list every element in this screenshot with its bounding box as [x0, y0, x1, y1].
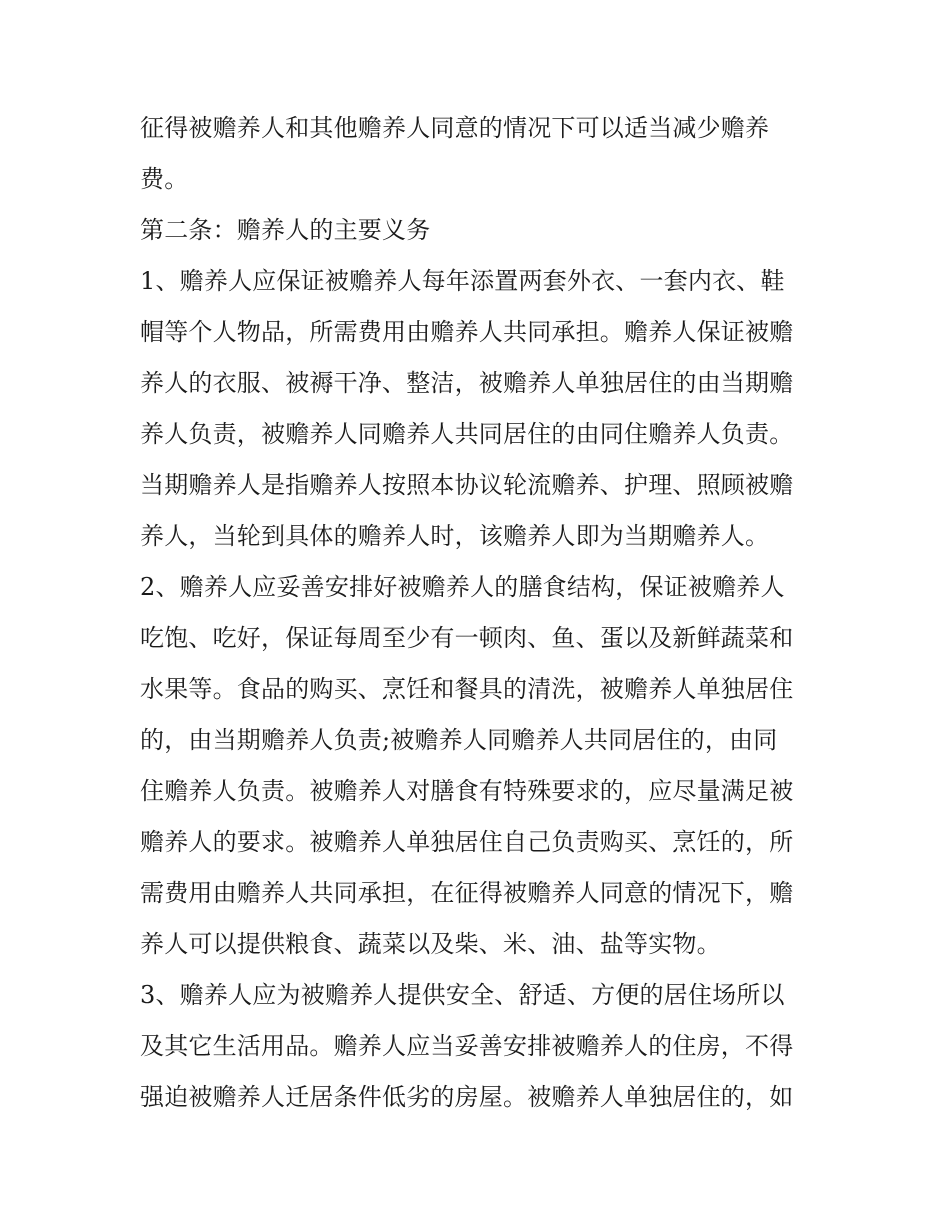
text-line: 1、赡养人应保证被赡养人每年添置两套外衣、一套内衣、鞋 — [140, 267, 785, 295]
text-line: 强迫被赡养人迁居条件低劣的房屋。被赡养人单独居住的，如 — [140, 1083, 794, 1111]
text-line: 当期赡养人是指赡养人按照本协议轮流赡养、护理、照顾被赡 — [140, 471, 794, 499]
text-line: 帽等个人物品，所需费用由赡养人共同承担。赡养人保证被赡 — [140, 318, 794, 346]
text-line: 征得被赡养人和其他赡养人同意的情况下可以适当减少赡养 — [140, 114, 770, 142]
text-line: 养人负责，被赡养人同赡养人共同居住的由同住赡养人负责。 — [140, 420, 794, 448]
text-line: 费。 — [140, 165, 189, 193]
text-line: 赡养人的要求。被赡养人单独居住自己负责购买、烹饪的，所 — [140, 828, 794, 856]
text-line: 养人的衣服、被褥干净、整洁，被赡养人单独居住的由当期赡 — [140, 369, 794, 397]
text-line: 2、赡养人应妥善安排好被赡养人的膳食结构，保证被赡养人 — [140, 573, 785, 601]
text-line: 吃饱、吃好，保证每周至少有一顿肉、鱼、蛋以及新鲜蔬菜和 — [140, 624, 794, 652]
text-line: 水果等。食品的购买、烹饪和餐具的清洗，被赡养人单独居住 — [140, 675, 794, 703]
text-line: 住赡养人负责。被赡养人对膳食有特殊要求的，应尽量满足被 — [140, 777, 794, 805]
text-line: 的，由当期赡养人负责;被赡养人同赡养人共同居住的，由同 — [140, 726, 778, 754]
article-heading: 第二条：赡养人的主要义务 — [140, 216, 431, 244]
document-body — [140, 103, 820, 1123]
text-line: 需费用由赡养人共同承担，在征得被赡养人同意的情况下，赡 — [140, 879, 794, 907]
text-line: 养人可以提供粮食、蔬菜以及柴、米、油、盐等实物。 — [140, 930, 721, 958]
text-line: 3、赡养人应为被赡养人提供安全、舒适、方便的居住场所以 — [140, 981, 785, 1009]
text-line: 及其它生活用品。赡养人应当妥善安排被赡养人的住房，不得 — [140, 1032, 794, 1060]
text-line: 养人，当轮到具体的赡养人时，该赡养人即为当期赡养人。 — [140, 522, 770, 550]
